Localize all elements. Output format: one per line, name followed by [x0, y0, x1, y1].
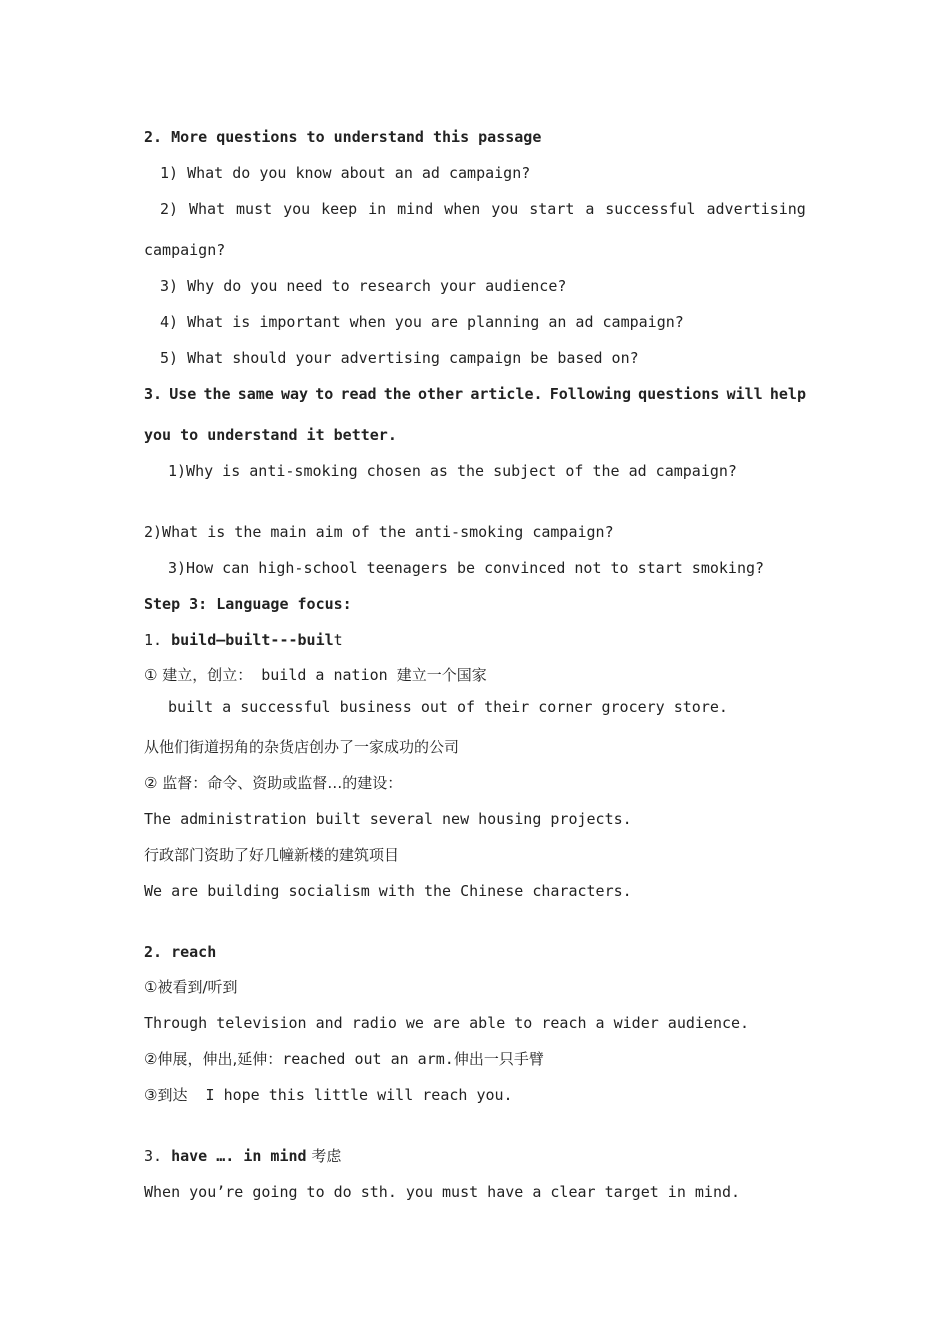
item2-sense3-en: I hope this little will reach you. — [187, 1086, 513, 1104]
item1-title-bold: build—built---buil — [171, 631, 334, 649]
section3-heading-word: 3. — [144, 385, 163, 403]
section3-heading-word: help — [769, 385, 806, 403]
item1-sense1-en: build a nation — [252, 666, 397, 684]
question-2-line2: campaign? — [144, 241, 226, 259]
section3-heading-word: way — [281, 385, 309, 403]
section3-heading-word: Use — [169, 385, 197, 403]
section3-question-2: 2)What is the main aim of the anti-smoking campaign? — [144, 523, 614, 541]
question-5: 5) What should your advertising campaign be based on? — [160, 349, 639, 367]
item1-sense1-label: ① 建立，创立： — [144, 666, 253, 684]
step3-heading: Step 3: Language focus: — [144, 595, 352, 613]
section3-heading-word: the — [203, 385, 231, 403]
item1-number: 1. — [144, 631, 163, 649]
section3-question-3: 3)How can high-school teenagers be convinced not to start smoking? — [168, 559, 765, 577]
question-3: 3) Why do you need to research your audience? — [160, 277, 567, 295]
item1-example3-en: We are building socialism with the Chinese characters. — [144, 882, 632, 900]
question-2-word: What — [188, 200, 226, 218]
section3-heading-word: other — [418, 385, 464, 403]
item3-number: 3. — [144, 1147, 172, 1165]
question-2-word: keep — [321, 200, 358, 218]
item3-title — [144, 1146, 341, 1166]
question-4: 4) What is important when you are planning an ad campaign? — [160, 313, 684, 331]
section3-heading-word: will — [726, 385, 763, 403]
section3-heading-word: Following — [549, 385, 631, 403]
question-2-word: in — [368, 200, 387, 218]
question-2-word: a — [585, 200, 595, 218]
item1-sense1 — [144, 665, 487, 685]
item1-title — [144, 630, 343, 650]
item2-example1-en: Through television and radio we are able to reach a wider audience. — [144, 1014, 750, 1032]
item3-title-bold: have …. in mind — [171, 1147, 307, 1165]
item1-example1-zh: 从他们街道拐角的杂货店创办了一家成功的公司 — [144, 738, 460, 756]
section3-heading-line1 — [144, 384, 806, 404]
section3-question-1: 1)Why is anti-smoking chosen as the subject of the ad campaign? — [168, 462, 737, 480]
item1-title-tail: t — [333, 631, 343, 649]
question-2-word: advertising — [706, 200, 806, 218]
question-2-line1 — [160, 199, 806, 219]
section3-heading-word: the — [383, 385, 411, 403]
question-2-word: successful — [605, 200, 696, 218]
section3-heading-word: same — [237, 385, 274, 403]
question-2-word: start — [529, 200, 575, 218]
item1-example2-zh: 行政部门资助了好几幢新楼的建筑项目 — [144, 846, 400, 864]
section3-heading-word: article. — [470, 385, 543, 403]
item1-example2-en: The administration built several new housing projects. — [144, 810, 632, 828]
question-2-word: 2) — [160, 200, 179, 218]
section3-heading-word: to — [315, 385, 334, 403]
section3-heading-word: questions — [638, 385, 720, 403]
item3-example1-en: When you’re going to do sth. you must have a clear target in mind. — [144, 1183, 741, 1201]
item2-sense2 — [144, 1049, 544, 1069]
item2-sense2-en: reached out an arm. — [282, 1050, 454, 1068]
item2-sense3 — [144, 1085, 513, 1105]
question-2-word: must — [236, 200, 273, 218]
item2-title: 2. reach — [144, 943, 217, 961]
item1-sense2: ② 监督：命令、资助或监督…的建设： — [144, 774, 403, 792]
question-2-word: you — [491, 200, 519, 218]
section3-heading-line2: you to understand it better. — [144, 426, 397, 444]
item1-example1-en: built a successful business out of their corner grocery store. — [168, 698, 728, 716]
item2-sense1: ①被看到/听到 — [144, 978, 238, 996]
item1-sense1-zh: 建立一个国家 — [396, 666, 487, 684]
question-2-word: you — [283, 200, 311, 218]
item3-title-zh: 考虑 — [306, 1147, 342, 1165]
question-2-word: mind — [397, 200, 434, 218]
section2-heading: 2. More questions to understand this passage — [144, 128, 542, 146]
item2-sense2-zh: 伸出一只手臂 — [453, 1050, 544, 1068]
question-2-word: when — [444, 200, 481, 218]
item2-sense3-label: ③到达 — [144, 1086, 188, 1104]
item2-sense2-label: ②伸展，伸出,延伸： — [144, 1050, 283, 1068]
section3-heading-word: read — [340, 385, 377, 403]
question-1: 1) What do you know about an ad campaign? — [160, 164, 531, 182]
